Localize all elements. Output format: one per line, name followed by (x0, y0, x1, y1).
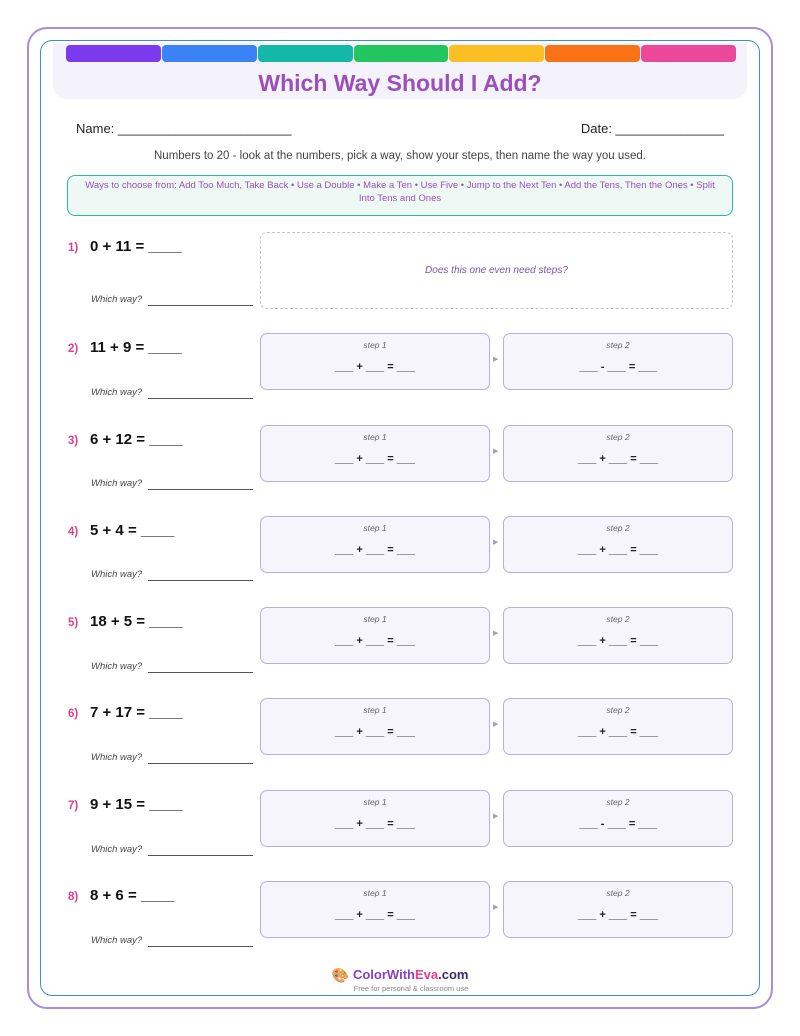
step-1-label: step 1 (363, 705, 387, 715)
step-2-label: step 2 (606, 705, 630, 715)
color-bar-segment (449, 45, 544, 62)
step-1-equation[interactable]: ___ + ___ = ___ (334, 453, 416, 465)
step-2-box[interactable] (503, 425, 733, 482)
step-2-label: step 2 (606, 523, 630, 533)
step-2-equation[interactable]: ___ + ___ = ___ (577, 544, 659, 556)
which-way-line[interactable] (148, 398, 253, 399)
problem-number: 6) (68, 708, 79, 720)
step-1-box[interactable] (260, 607, 490, 664)
step-2-box[interactable] (503, 698, 733, 755)
problem-number: 7) (68, 800, 79, 812)
which-way-line[interactable] (148, 946, 253, 947)
step-1-equation[interactable]: ___ + ___ = ___ (334, 361, 416, 373)
step-2-box[interactable] (503, 881, 733, 938)
step-2-equation[interactable]: ___ - ___ = ___ (579, 361, 657, 373)
which-way-label: Which way? (91, 387, 143, 398)
step-2-box[interactable] (503, 607, 733, 664)
brand-logo[interactable] (0, 967, 800, 984)
which-way-label: Which way? (91, 569, 143, 580)
instructions: Numbers to 20 - look at the numbers, pick a way, show your steps, then name the way you used. (154, 150, 646, 162)
step-2-label: step 2 (606, 340, 630, 350)
step-1-label: step 1 (363, 797, 387, 807)
which-way-line[interactable] (148, 305, 253, 306)
problem-number: 4) (68, 526, 79, 538)
step-2-label: step 2 (606, 432, 630, 442)
step-1-box[interactable] (260, 425, 490, 482)
problem-number: 5) (68, 617, 79, 629)
color-bar-segment (641, 45, 736, 62)
which-way-label: Which way? (91, 478, 143, 489)
problem-equation[interactable]: 0 + 11 = ____ (90, 238, 182, 255)
problem-number: 3) (68, 435, 79, 447)
brand-color: Color (352, 967, 387, 982)
step-1-label: step 1 (363, 432, 387, 442)
which-way-line[interactable] (148, 580, 253, 581)
step-1-label: step 1 (363, 888, 387, 898)
step-2-label: step 2 (606, 797, 630, 807)
color-bar-segment (354, 45, 449, 62)
which-way-line[interactable] (148, 489, 253, 490)
step-2-equation[interactable]: ___ + ___ = ___ (577, 635, 659, 647)
problem-equation[interactable]: 6 + 12 = ____ (90, 431, 183, 448)
step-2-label: step 2 (606, 888, 630, 898)
step-1-equation[interactable]: ___ + ___ = ___ (334, 726, 416, 738)
step-1-box[interactable] (260, 333, 490, 390)
arrow-icon: ▶ (493, 539, 499, 546)
footer (0, 967, 800, 993)
color-bar-segment (66, 45, 161, 62)
date-field[interactable]: Date: _______________ (580, 121, 724, 136)
step-2-equation[interactable]: ___ + ___ = ___ (577, 909, 659, 921)
step-2-box[interactable] (503, 333, 733, 390)
color-bar-segment (545, 45, 640, 62)
step-1-label: step 1 (363, 340, 387, 350)
step-2-equation[interactable]: ___ - ___ = ___ (579, 818, 657, 830)
step-1-box[interactable] (260, 790, 490, 847)
step-1-box[interactable] (260, 698, 490, 755)
problem-number: 1) (68, 242, 79, 254)
problem-number: 8) (68, 891, 79, 903)
step-2-label: step 2 (606, 614, 630, 624)
which-way-line[interactable] (148, 855, 253, 856)
page-title: Which Way Should I Add? (258, 70, 542, 96)
brand-dotcom: .com (438, 967, 469, 982)
footer-tagline: Free for personal & classroom use (353, 984, 469, 993)
which-way-label: Which way? (91, 935, 143, 946)
step-2-box[interactable] (503, 516, 733, 573)
which-way-label: Which way? (91, 752, 143, 763)
which-way-line[interactable] (148, 763, 253, 764)
arrow-icon: ▶ (493, 904, 499, 911)
color-bar-segment (258, 45, 353, 62)
problem-number: 2) (68, 343, 79, 355)
problem-equation[interactable]: 18 + 5 = ____ (90, 613, 183, 630)
step-1-equation[interactable]: ___ + ___ = ___ (334, 544, 416, 556)
arrow-icon: ▶ (493, 356, 499, 363)
arrow-icon: ▶ (493, 721, 499, 728)
which-way-label: Which way? (91, 294, 143, 305)
which-way-line[interactable] (148, 672, 253, 673)
arrow-icon: ▶ (493, 448, 499, 455)
step-2-equation[interactable]: ___ + ___ = ___ (577, 726, 659, 738)
problem-equation[interactable]: 7 + 17 = ____ (90, 704, 183, 721)
no-steps-box[interactable] (260, 232, 733, 309)
brand-eva: Eva (414, 967, 439, 982)
problem-equation[interactable]: 5 + 4 = ____ (90, 522, 175, 539)
name-field[interactable]: Name: ________________________ (76, 121, 292, 136)
step-2-box[interactable] (503, 790, 733, 847)
palette-icon: 🎨 (331, 967, 349, 983)
which-way-label: Which way? (91, 844, 143, 855)
step-1-label: step 1 (363, 614, 387, 624)
step-1-box[interactable] (260, 881, 490, 938)
which-way-label: Which way? (91, 661, 143, 672)
brand-with: With (386, 967, 415, 982)
problem-equation[interactable]: 8 + 6 = ____ (90, 887, 175, 904)
no-steps-text: Does this one even need steps? (425, 265, 568, 276)
step-1-equation[interactable]: ___ + ___ = ___ (334, 635, 416, 647)
problem-equation[interactable]: 9 + 15 = ____ (90, 796, 183, 813)
step-1-equation[interactable]: ___ + ___ = ___ (334, 909, 416, 921)
arrow-icon: ▶ (493, 813, 499, 820)
step-1-equation[interactable]: ___ + ___ = ___ (334, 818, 416, 830)
color-bars (66, 45, 736, 62)
problem-equation[interactable]: 11 + 9 = ____ (90, 339, 182, 356)
color-bar-segment (162, 45, 257, 62)
step-1-box[interactable] (260, 516, 490, 573)
arrow-icon: ▶ (493, 630, 499, 637)
ways-box: Ways to choose from: Add Too Much, Take Back • Use a Double • Make a Ten • Use Five • Jump to the Next Ten • Add the Tens, Then the Ones • Split Into Tens and Ones (67, 175, 733, 216)
step-1-label: step 1 (363, 523, 387, 533)
step-2-equation[interactable]: ___ + ___ = ___ (577, 453, 659, 465)
